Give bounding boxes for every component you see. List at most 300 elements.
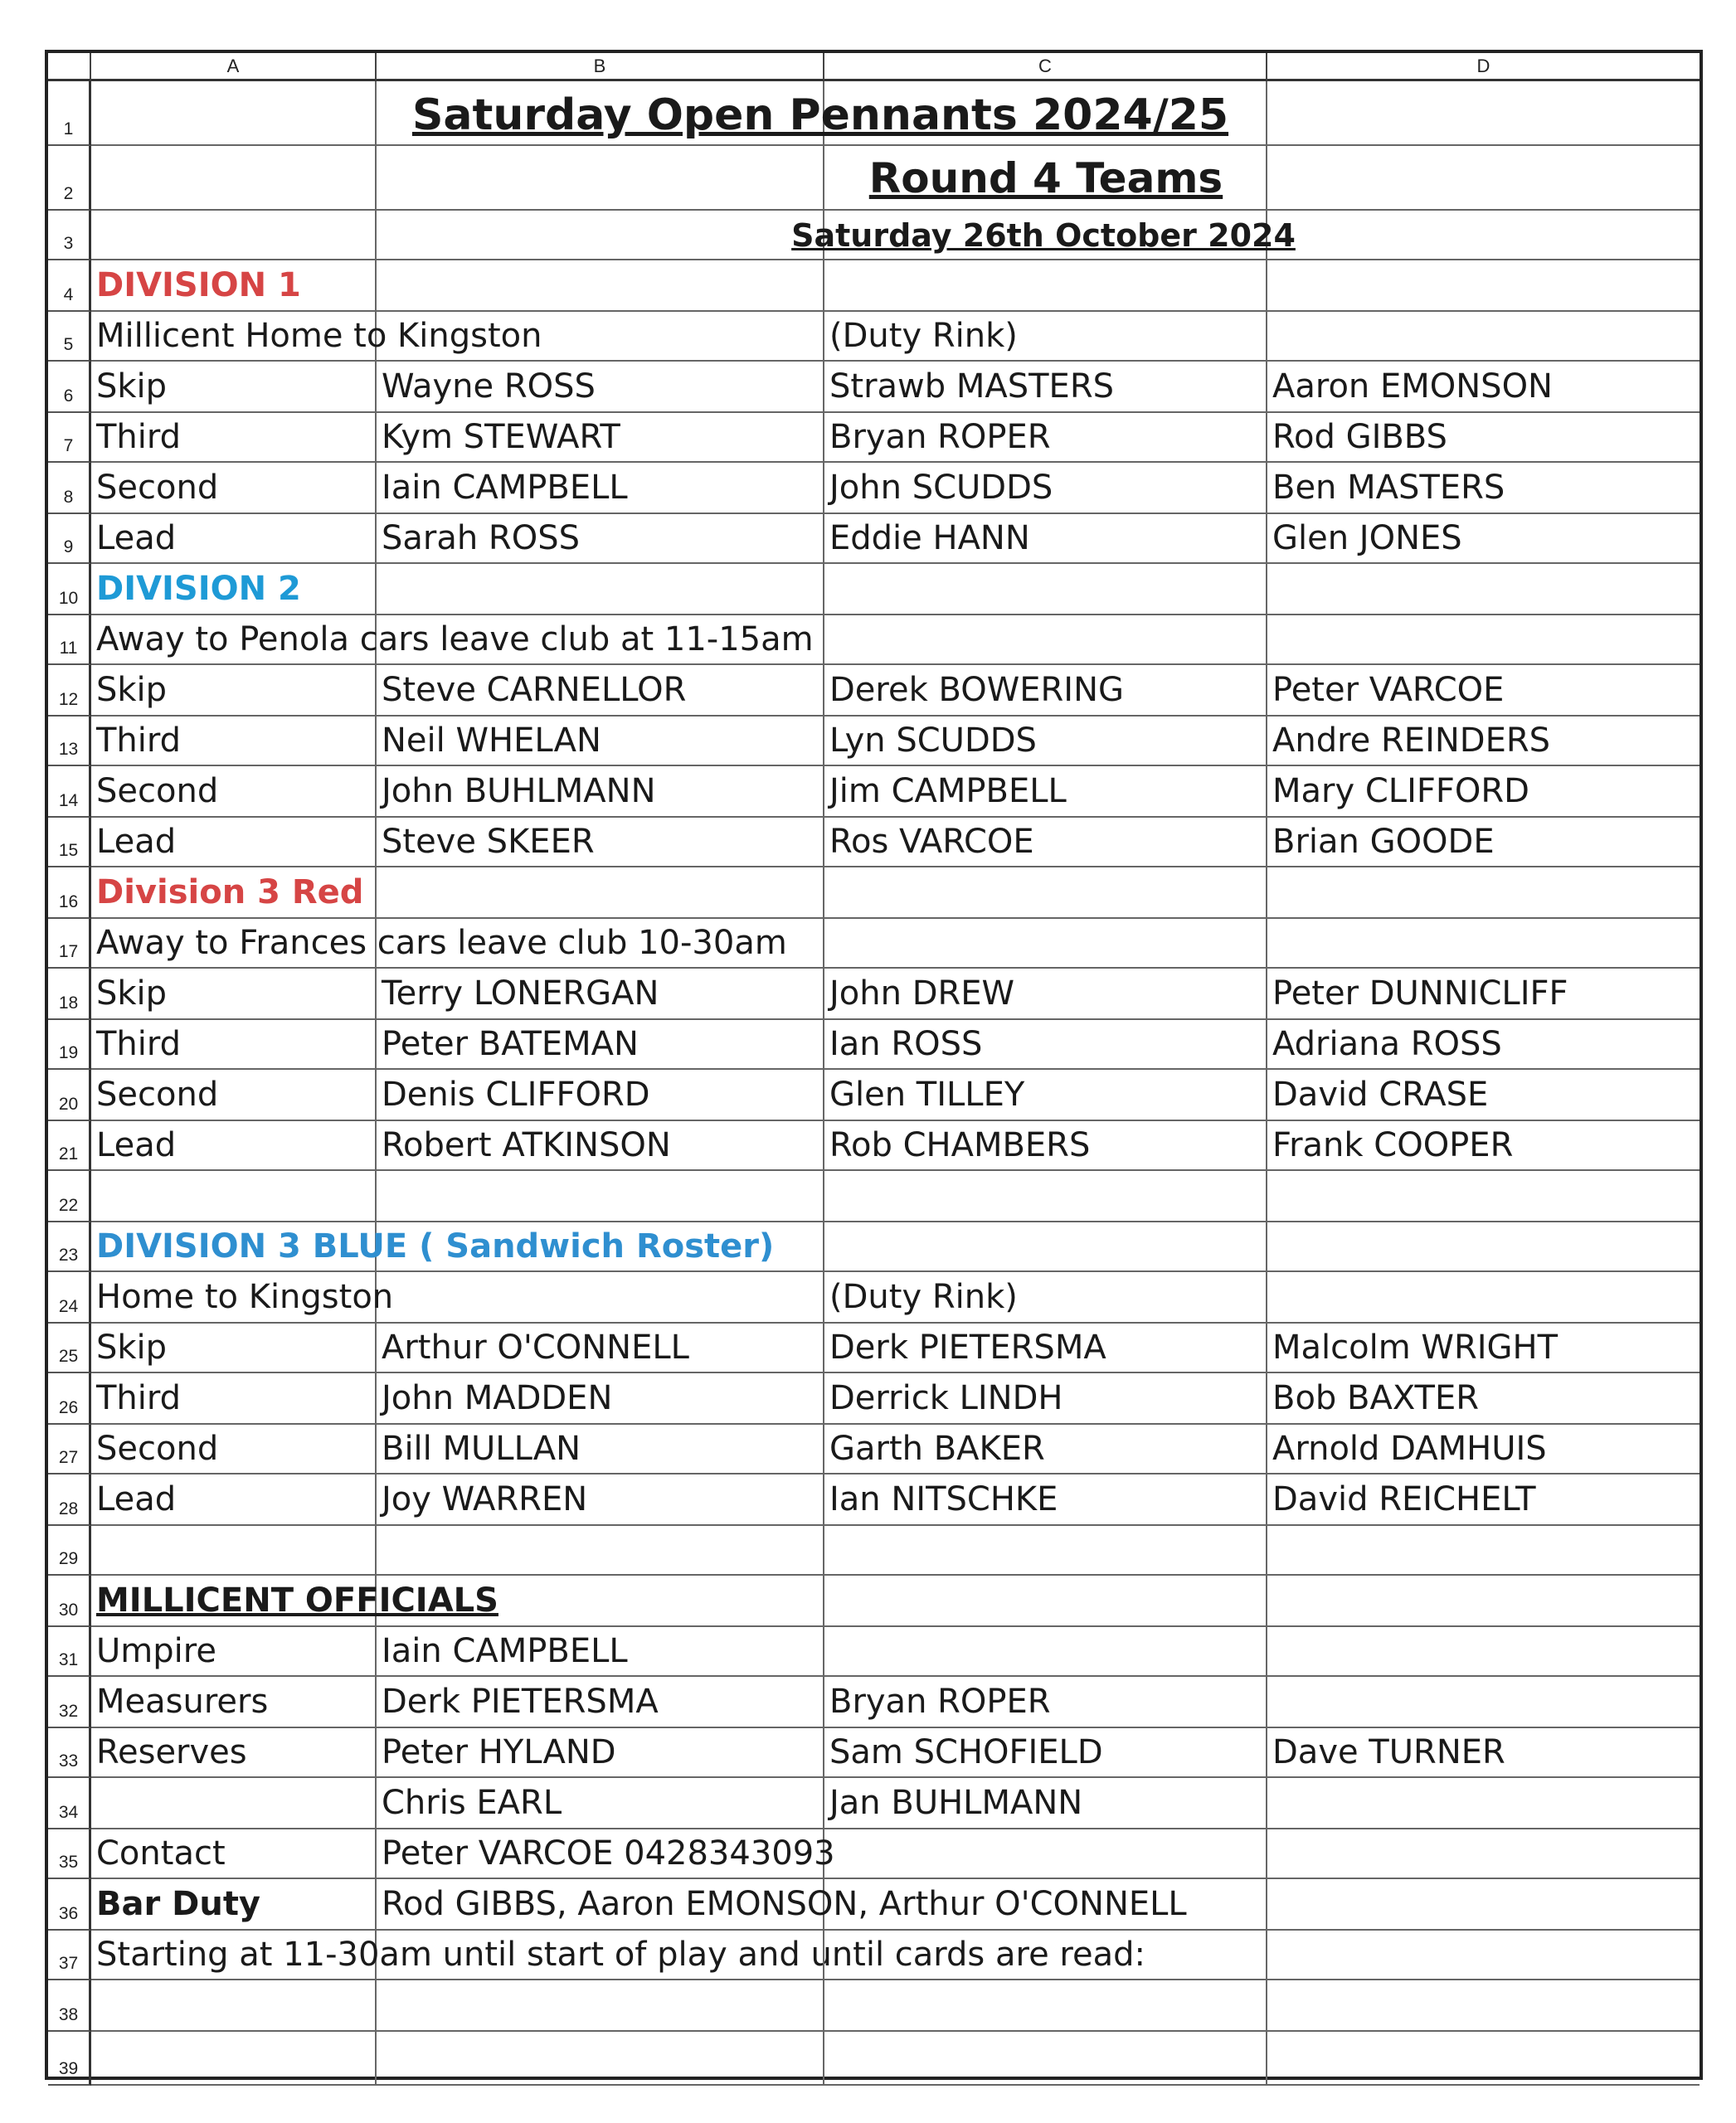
- cell-text: Peter HYLAND: [382, 1733, 616, 1771]
- cell-a: [91, 1070, 377, 1121]
- row-number: 30: [48, 1576, 91, 1627]
- cell-d: [1267, 463, 1700, 514]
- cell-b: [377, 1879, 1187, 1931]
- cell-text: Contact: [96, 1834, 226, 1873]
- cell-b: [377, 665, 824, 717]
- cell-d: [1267, 362, 1700, 413]
- cell-b: [377, 1931, 824, 1980]
- cell-d: [1267, 1526, 1700, 1576]
- cell-d: [1267, 1576, 1700, 1627]
- cell-text: Peter BATEMAN: [382, 1025, 639, 1063]
- row-number: 21: [48, 1121, 91, 1171]
- cell-text: Division 3 Red: [96, 873, 364, 911]
- sheet-row: [48, 260, 1700, 312]
- cell-a: [91, 867, 377, 919]
- cell-d: [1267, 312, 1700, 362]
- cell-text: Peter VARCOE: [1272, 671, 1505, 709]
- cell-text: Lead: [96, 823, 177, 861]
- cell-c: [824, 312, 1267, 362]
- sheet-row: [48, 564, 1700, 615]
- sheet-row: [48, 1576, 1700, 1627]
- cell-d: [1267, 81, 1700, 146]
- sheet-row: [48, 818, 1700, 867]
- cell-d: [1267, 1272, 1700, 1324]
- cell-d: [1267, 1728, 1700, 1778]
- sheet-row: [48, 665, 1700, 717]
- row-number: 32: [48, 1677, 91, 1728]
- row-number: 6: [48, 362, 91, 413]
- cell-text: Malcolm WRIGHT: [1272, 1329, 1559, 1367]
- cell-d: [1267, 564, 1700, 615]
- cell-text: (Duty Rink): [829, 317, 1018, 355]
- cell-a: [91, 818, 377, 867]
- cell-c: [824, 1373, 1267, 1425]
- cell-text: Mary CLIFFORD: [1272, 772, 1529, 810]
- cell-c: [824, 413, 1267, 463]
- cell-text: Sam SCHOFIELD: [829, 1733, 1103, 1771]
- row-number: 22: [48, 1171, 91, 1222]
- cell-a: [91, 564, 377, 615]
- cell-b: [377, 514, 824, 564]
- cell-a: [91, 1627, 377, 1677]
- row-number: 19: [48, 1020, 91, 1070]
- cell-d: [1267, 1879, 1700, 1931]
- cell-text: Iain CAMPBELL: [382, 469, 628, 507]
- cell-a: [91, 260, 377, 312]
- row-number: 29: [48, 1526, 91, 1576]
- cell-a: [91, 1728, 377, 1778]
- cell-text: Umpire: [96, 1632, 216, 1670]
- cell-text: Ben MASTERS: [1272, 469, 1505, 507]
- cell-text: Second: [96, 1430, 219, 1468]
- row-number: 5: [48, 312, 91, 362]
- cell-b: [377, 312, 824, 362]
- cell-text: Dave TURNER: [1272, 1733, 1505, 1771]
- row-number: 24: [48, 1272, 91, 1324]
- cell-b: [377, 867, 824, 919]
- cell-d: [1267, 1778, 1700, 1829]
- cell-c: [824, 1931, 1267, 1980]
- cell-a: [91, 1020, 377, 1070]
- sheet-row: [48, 1474, 1700, 1526]
- cell-b: [377, 1526, 824, 1576]
- row-number: 35: [48, 1829, 91, 1879]
- cell-d: [1267, 1931, 1700, 1980]
- cell-a: [91, 1879, 377, 1931]
- sheet-row: [48, 615, 1700, 665]
- cell-text: Starting at 11-30am until start of play and until cards are read:: [96, 1936, 1145, 1974]
- row-number: 17: [48, 919, 91, 969]
- row-number: 25: [48, 1324, 91, 1373]
- cell-a: [91, 615, 814, 665]
- cell-text: DIVISION 1: [96, 266, 301, 304]
- cell-d: [1267, 146, 1700, 211]
- cell-b: [377, 1222, 824, 1272]
- cell-b: [377, 1728, 824, 1778]
- cell-text: Ros VARCOE: [829, 823, 1034, 861]
- cell-text: Bryan ROPER: [829, 1683, 1051, 1721]
- cell-b: [377, 564, 824, 615]
- cell-text: John BUHLMANN: [382, 772, 656, 810]
- cell-d: [1267, 1020, 1700, 1070]
- cell-b: [377, 1474, 824, 1526]
- cell-text: Derek BOWERING: [829, 671, 1125, 709]
- cell-d: [1267, 1829, 1700, 1879]
- cell-text: MILLICENT OFFICIALS: [96, 1581, 498, 1620]
- sheet-row: [48, 1222, 1700, 1272]
- cell-text: Bob BAXTER: [1272, 1379, 1480, 1417]
- cell-a: [91, 717, 377, 766]
- row-number: 37: [48, 1931, 91, 1980]
- cell-b: [377, 1778, 824, 1829]
- cell-b: [377, 260, 824, 312]
- sheet-row: [48, 1171, 1700, 1222]
- cell-text: Arthur O'CONNELL: [382, 1329, 689, 1367]
- sheet-row: [48, 1931, 1700, 1980]
- cell-b: [377, 969, 824, 1020]
- cell-d: [1267, 1121, 1700, 1171]
- cell-text: Steve CARNELLOR: [382, 671, 687, 709]
- row-number: 8: [48, 463, 91, 514]
- cell-text: Eddie HANN: [829, 519, 1030, 557]
- cell-c: [824, 1829, 1267, 1879]
- sheet-row: [48, 1980, 1700, 2032]
- sheet-row: [48, 867, 1700, 919]
- cell-c: [824, 615, 1267, 665]
- row-number: 13: [48, 717, 91, 766]
- page-title: Saturday Open Pennants 2024/25: [411, 90, 1229, 140]
- column-header-d: D: [1267, 53, 1700, 81]
- sheet-row: [48, 413, 1700, 463]
- cell-c: [824, 665, 1267, 717]
- column-header-b: B: [377, 53, 824, 81]
- cell-c: [824, 1627, 1267, 1677]
- sheet-row: [48, 1728, 1700, 1778]
- cell-a: [91, 1425, 377, 1474]
- cell-d: [1267, 1324, 1700, 1373]
- cell-b: [377, 1171, 824, 1222]
- cell-text: Derrick LINDH: [829, 1379, 1063, 1417]
- cell-text: Home to Kingston: [96, 1278, 394, 1316]
- cell-a: [91, 211, 377, 260]
- sheet-row: [48, 362, 1700, 413]
- row-number: 34: [48, 1778, 91, 1829]
- column-header-corner: [48, 53, 91, 81]
- sheet-row: [48, 1272, 1700, 1324]
- cell-c: [824, 1171, 1267, 1222]
- cell-c: [824, 564, 1267, 615]
- cell-c: [824, 969, 1267, 1020]
- cell-text: Robert ATKINSON: [382, 1126, 671, 1164]
- row-number: 36: [48, 1879, 91, 1931]
- cell-text: David REICHELT: [1272, 1480, 1536, 1518]
- page-subtitle: Round 4 Teams: [868, 154, 1223, 202]
- sheet-row: [48, 1425, 1700, 1474]
- sheet-row: [48, 463, 1700, 514]
- cell-c: [824, 1121, 1267, 1171]
- cell-d: [1267, 1070, 1700, 1121]
- cell-text: Sarah ROSS: [382, 519, 580, 557]
- cell-c: [824, 1677, 1267, 1728]
- row-number: 11: [48, 615, 91, 665]
- cell-b: [377, 818, 824, 867]
- cell-a: [91, 919, 787, 969]
- cell-b: [377, 2032, 824, 2086]
- cell-text: Derk PIETERSMA: [382, 1683, 659, 1721]
- row-number: 39: [48, 2032, 91, 2086]
- cell-text: Lead: [96, 519, 177, 557]
- row-number: 33: [48, 1728, 91, 1778]
- row-number: 26: [48, 1373, 91, 1425]
- sheet-row: [48, 1324, 1700, 1373]
- cell-text: Bryan ROPER: [829, 418, 1051, 456]
- cell-text: John SCUDDS: [829, 469, 1053, 507]
- row-number: 27: [48, 1425, 91, 1474]
- cell-c: [824, 1070, 1267, 1121]
- row-number: 2: [48, 146, 91, 211]
- cell-b: [377, 766, 824, 818]
- cell-text: Brian GOODE: [1272, 823, 1495, 861]
- column-header-c: C: [824, 53, 1267, 81]
- cell-text: (Duty Rink): [829, 1278, 1018, 1316]
- cell-text: Arnold DAMHUIS: [1272, 1430, 1547, 1468]
- cell-b: [377, 919, 824, 969]
- cell-text: Lyn SCUDDS: [829, 721, 1037, 760]
- row-number: 1: [48, 81, 91, 146]
- sheet-row: [48, 1373, 1700, 1425]
- cell-a: [91, 1526, 377, 1576]
- cell-c: [824, 766, 1267, 818]
- row-number: 4: [48, 260, 91, 312]
- cell-d: [1267, 2032, 1700, 2086]
- cell-text: Bar Duty: [96, 1885, 261, 1923]
- cell-c: [824, 1526, 1267, 1576]
- cell-text: Millicent Home to Kingston: [96, 317, 542, 355]
- cell-text: Jim CAMPBELL: [829, 772, 1067, 810]
- cell-text: Derk PIETERSMA: [829, 1329, 1106, 1367]
- cell-b: [377, 413, 824, 463]
- cell-c: [824, 1879, 1267, 1931]
- sheet-row: [48, 1778, 1700, 1829]
- sheet-row: [48, 766, 1700, 818]
- cell-text: Ian ROSS: [829, 1025, 983, 1063]
- cell-c: [824, 1020, 1267, 1070]
- cell-c: [824, 867, 1267, 919]
- cell-text: Kym STEWART: [382, 418, 620, 456]
- cell-a: [91, 766, 377, 818]
- cell-d: [1267, 717, 1700, 766]
- sheet-row: [48, 1829, 1700, 1879]
- cell-text: Rod GIBBS: [1272, 418, 1447, 456]
- sheet-row: [48, 1526, 1700, 1576]
- cell-text: Second: [96, 1076, 219, 1114]
- sheet-row: [48, 919, 1700, 969]
- cell-text: John MADDEN: [382, 1379, 613, 1417]
- row-number: 14: [48, 766, 91, 818]
- cell-text: Steve SKEER: [382, 823, 595, 861]
- cell-a: [91, 1222, 775, 1272]
- cell-d: [1267, 665, 1700, 717]
- cell-a: [91, 1272, 394, 1324]
- cell-text: John DREW: [829, 974, 1015, 1013]
- cell-a: [91, 413, 377, 463]
- cell-b: [377, 1677, 824, 1728]
- cell-text: Bill MULLAN: [382, 1430, 581, 1468]
- cell-a: [91, 463, 377, 514]
- cell-text: Away to Penola cars leave club at 11-15am: [96, 620, 814, 658]
- row-number: 10: [48, 564, 91, 615]
- cell-c: [824, 1324, 1267, 1373]
- cell-c: [824, 1425, 1267, 1474]
- cell-d: [1267, 413, 1700, 463]
- row-number: 20: [48, 1070, 91, 1121]
- cell-b: [377, 717, 824, 766]
- cell-text: Skip: [96, 974, 168, 1013]
- cell-a: [91, 514, 377, 564]
- cell-a: [91, 969, 377, 1020]
- cell-c: [824, 1222, 1267, 1272]
- cell-b: [377, 1576, 824, 1627]
- cell-a: [91, 1778, 377, 1829]
- cell-a: [91, 1324, 377, 1373]
- cell-text: DIVISION 2: [96, 570, 301, 608]
- column-header-a: A: [91, 53, 377, 81]
- cell-d: [1267, 969, 1700, 1020]
- cell-text: Skip: [96, 671, 168, 709]
- cell-text: Frank COOPER: [1272, 1126, 1514, 1164]
- cell-text: Neil WHELAN: [382, 721, 601, 760]
- cell-a: [91, 81, 377, 146]
- cell-text: David CRASE: [1272, 1076, 1489, 1114]
- sheet-row: [48, 514, 1700, 564]
- cell-d: [1267, 514, 1700, 564]
- cell-text: Skip: [96, 1329, 168, 1367]
- cell-text: Ian NITSCHKE: [829, 1480, 1058, 1518]
- cell-a: [91, 1171, 377, 1222]
- cell-text: Strawb MASTERS: [829, 367, 1115, 406]
- cell-text: Denis CLIFFORD: [382, 1076, 650, 1114]
- cell-b: [377, 1627, 824, 1677]
- cell-text: Glen TILLEY: [829, 1076, 1025, 1114]
- cell-a: [91, 1931, 1145, 1980]
- cell-d: [1267, 1171, 1700, 1222]
- cell-text: Peter VARCOE 0428343093: [382, 1834, 835, 1873]
- cell-text: Adriana ROSS: [1272, 1025, 1502, 1063]
- sheet-row: [48, 1879, 1700, 1931]
- cell-c: [824, 717, 1267, 766]
- row-number: 15: [48, 818, 91, 867]
- cell-b: [377, 1272, 824, 1324]
- cell-b: [377, 1829, 835, 1879]
- cell-text: Aaron EMONSON: [1272, 367, 1553, 406]
- cell-c: [824, 1272, 1267, 1324]
- cell-text: Skip: [96, 367, 168, 406]
- cell-text: Glen JONES: [1272, 519, 1462, 557]
- cell-b: [377, 1373, 824, 1425]
- cell-text: Rob CHAMBERS: [829, 1126, 1091, 1164]
- cell-text: Lead: [96, 1126, 177, 1164]
- cell-d: [1267, 1373, 1700, 1425]
- spreadsheet: [45, 50, 1703, 2080]
- cell-c: [824, 463, 1267, 514]
- cell-c: [824, 1474, 1267, 1526]
- cell-a: [91, 665, 377, 717]
- cell-text: Second: [96, 469, 219, 507]
- cell-b: [377, 1425, 824, 1474]
- cell-a: [91, 1829, 377, 1879]
- row-number: 9: [48, 514, 91, 564]
- sheet-row: [48, 1627, 1700, 1677]
- cell-b: [377, 463, 824, 514]
- cell-b: [377, 1020, 824, 1070]
- cell-a: [91, 312, 542, 362]
- cell-c: [824, 1728, 1267, 1778]
- row-number: 18: [48, 969, 91, 1020]
- cell-a: [91, 1677, 377, 1728]
- cell-d: [1267, 615, 1700, 665]
- cell-c: [824, 1980, 1267, 2032]
- sheet-row: [48, 312, 1700, 362]
- sheet-row: [48, 2032, 1700, 2086]
- sheet-row: [48, 1677, 1700, 1728]
- cell-text: Andre REINDERS: [1272, 721, 1551, 760]
- cell-d: [1267, 1627, 1700, 1677]
- cell-d: [1267, 1474, 1700, 1526]
- cell-c: [824, 1576, 1267, 1627]
- cell-b: [377, 146, 824, 211]
- row-number: 38: [48, 1980, 91, 2032]
- cell-text: Wayne ROSS: [382, 367, 596, 406]
- cell-text: DIVISION 3 BLUE ( Sandwich Roster): [96, 1227, 775, 1266]
- page-date: Saturday 26th October 2024: [791, 217, 1296, 254]
- cell-c: [824, 514, 1267, 564]
- cell-text: Lead: [96, 1480, 177, 1518]
- cell-b: [377, 1121, 824, 1171]
- cell-d: [1267, 818, 1700, 867]
- cell-d: [1267, 1980, 1700, 2032]
- cell-text: Terry LONERGAN: [382, 974, 659, 1013]
- row-number: 23: [48, 1222, 91, 1272]
- cell-b: [377, 1070, 824, 1121]
- sheet-row: [48, 1070, 1700, 1121]
- cell-text: Away to Frances cars leave club 10-30am: [96, 924, 787, 962]
- cell-text: Chris EARL: [382, 1784, 562, 1822]
- sheet-row: [48, 1020, 1700, 1070]
- cell-d: [1267, 867, 1700, 919]
- cell-text: Third: [96, 418, 182, 456]
- cell-d: [1267, 260, 1700, 312]
- cell-text: Third: [96, 1025, 182, 1063]
- cell-text: Third: [96, 1379, 182, 1417]
- cell-text: Rod GIBBS, Aaron EMONSON, Arthur O'CONNELL: [382, 1885, 1187, 1923]
- cell-c: [824, 919, 1267, 969]
- cell-d: [1267, 1425, 1700, 1474]
- row-number: 3: [48, 211, 91, 260]
- cell-a: [91, 1474, 377, 1526]
- cell-c: [824, 2032, 1267, 2086]
- sheet-row: [48, 1121, 1700, 1171]
- sheet-row: [48, 717, 1700, 766]
- cell-b: [377, 1324, 824, 1373]
- row-number: 31: [48, 1627, 91, 1677]
- cell-a: [91, 362, 377, 413]
- row-number: 7: [48, 413, 91, 463]
- cell-d: [1267, 1677, 1700, 1728]
- cell-text: Iain CAMPBELL: [382, 1632, 628, 1670]
- cell-text: Third: [96, 721, 182, 760]
- cell-text: Measurers: [96, 1683, 269, 1721]
- cell-d: [1267, 766, 1700, 818]
